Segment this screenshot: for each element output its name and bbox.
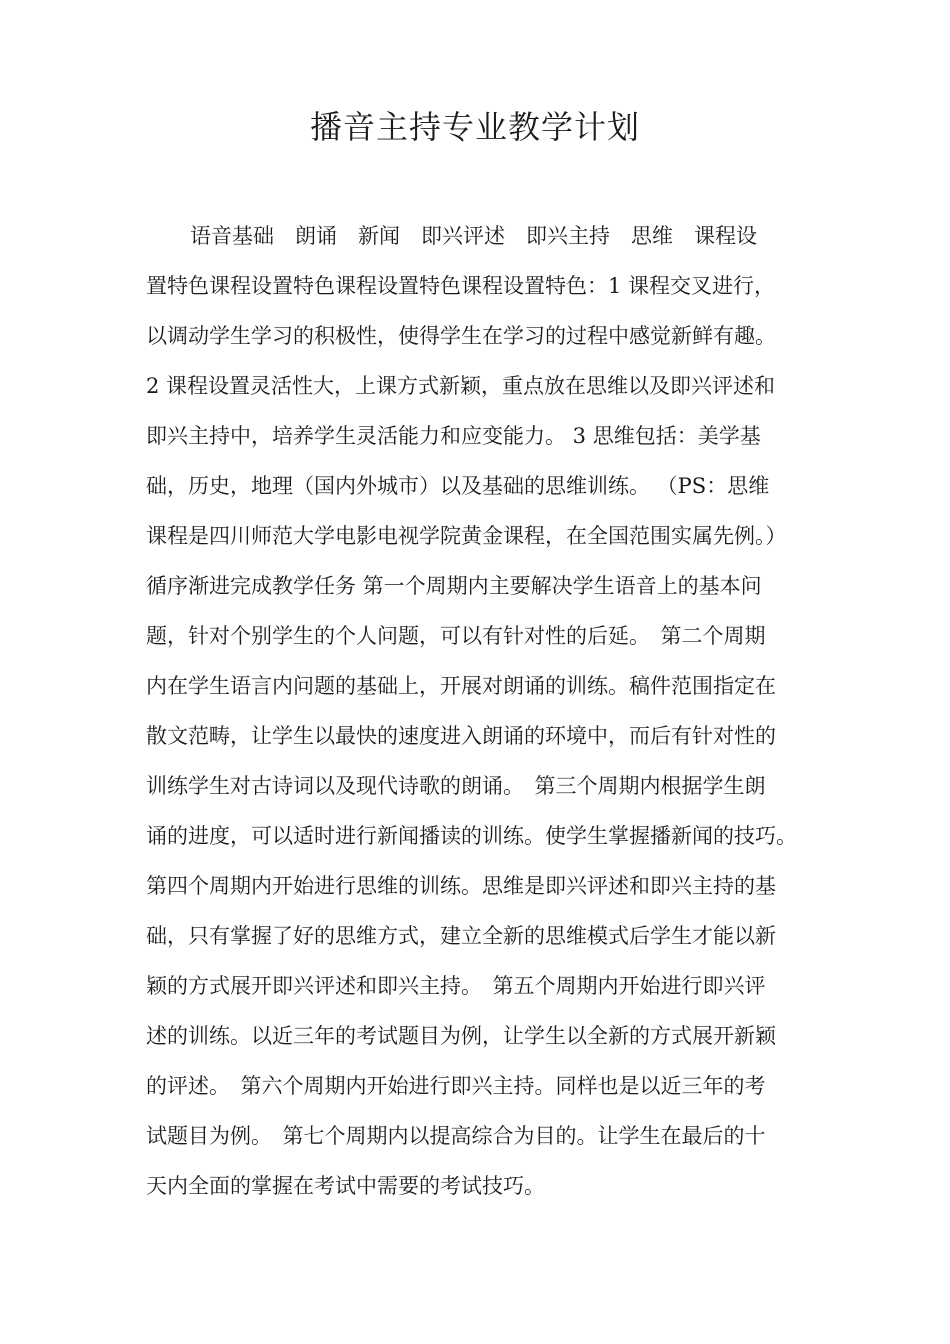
text-line: 试题目为例。 第七个周期内以提高综合为目的。让学生在最后的十 xyxy=(146,1124,766,1148)
text-line: 础，历史，地理（国内外城市）以及基础的思维训练。 （PS：思维 xyxy=(146,474,770,498)
text-line: 题，针对个别学生的个人问题，可以有针对性的后延。 第二个周期 xyxy=(146,624,766,648)
text-line: 诵的进度，可以适时进行新闻播读的训练。使学生掌握播新闻的技巧。 xyxy=(146,824,797,848)
text-line: 述的训练。以近三年的考试题目为例，让学生以全新的方式展开新颖 xyxy=(146,1024,776,1048)
text-line: 以调动学生学习的积极性，使得学生在学习的过程中感觉新鲜有趣。 xyxy=(146,324,776,348)
text-line: 循序渐进完成教学任务 第一个周期内主要解决学生语音上的基本问 xyxy=(146,574,762,598)
text-line: 散文范畴，让学生以最快的速度进入朗诵的环境中，而后有针对性的 xyxy=(146,724,776,748)
text-line: 颖的方式展开即兴评述和即兴主持。 第五个周期内开始进行即兴评 xyxy=(146,974,766,998)
text-line: 的评述。 第六个周期内开始进行即兴主持。同样也是以近三年的考 xyxy=(146,1074,766,1098)
text-line: 天内全面的掌握在考试中需要的考试技巧。 xyxy=(146,1174,545,1198)
text-line: 内在学生语言内问题的基础上，开展对朗诵的训练。稿件范围指定在 xyxy=(146,674,776,698)
text-line: 即兴主持中，培养学生灵活能力和应变能力。 3 思维包括：美学基 xyxy=(146,424,761,448)
text-line: 语音基础 朗诵 新闻 即兴评述 即兴主持 思维 课程设 xyxy=(190,224,757,248)
text-line: 第四个周期内开始进行思维的训练。思维是即兴评述和即兴主持的基 xyxy=(146,874,776,898)
text-line: 训练学生对古诗词以及现代诗歌的朗诵。 第三个周期内根据学生朗 xyxy=(146,774,766,798)
text-line: 础，只有掌握了好的思维方式，建立全新的思维模式后学生才能以新 xyxy=(146,924,776,948)
body-paragraph xyxy=(146,221,810,1221)
text-line: 置特色课程设置特色课程设置特色课程设置特色：1 课程交叉进行， xyxy=(146,274,776,298)
text-line: 课程是四川师范大学电影电视学院黄金课程，在全国范围实属先例。） xyxy=(146,524,787,548)
text-line: 2 课程设置灵活性大，上课方式新颖，重点放在思维以及即兴评述和 xyxy=(146,374,776,398)
document-title: 播音主持专业教学计划 xyxy=(309,108,640,146)
